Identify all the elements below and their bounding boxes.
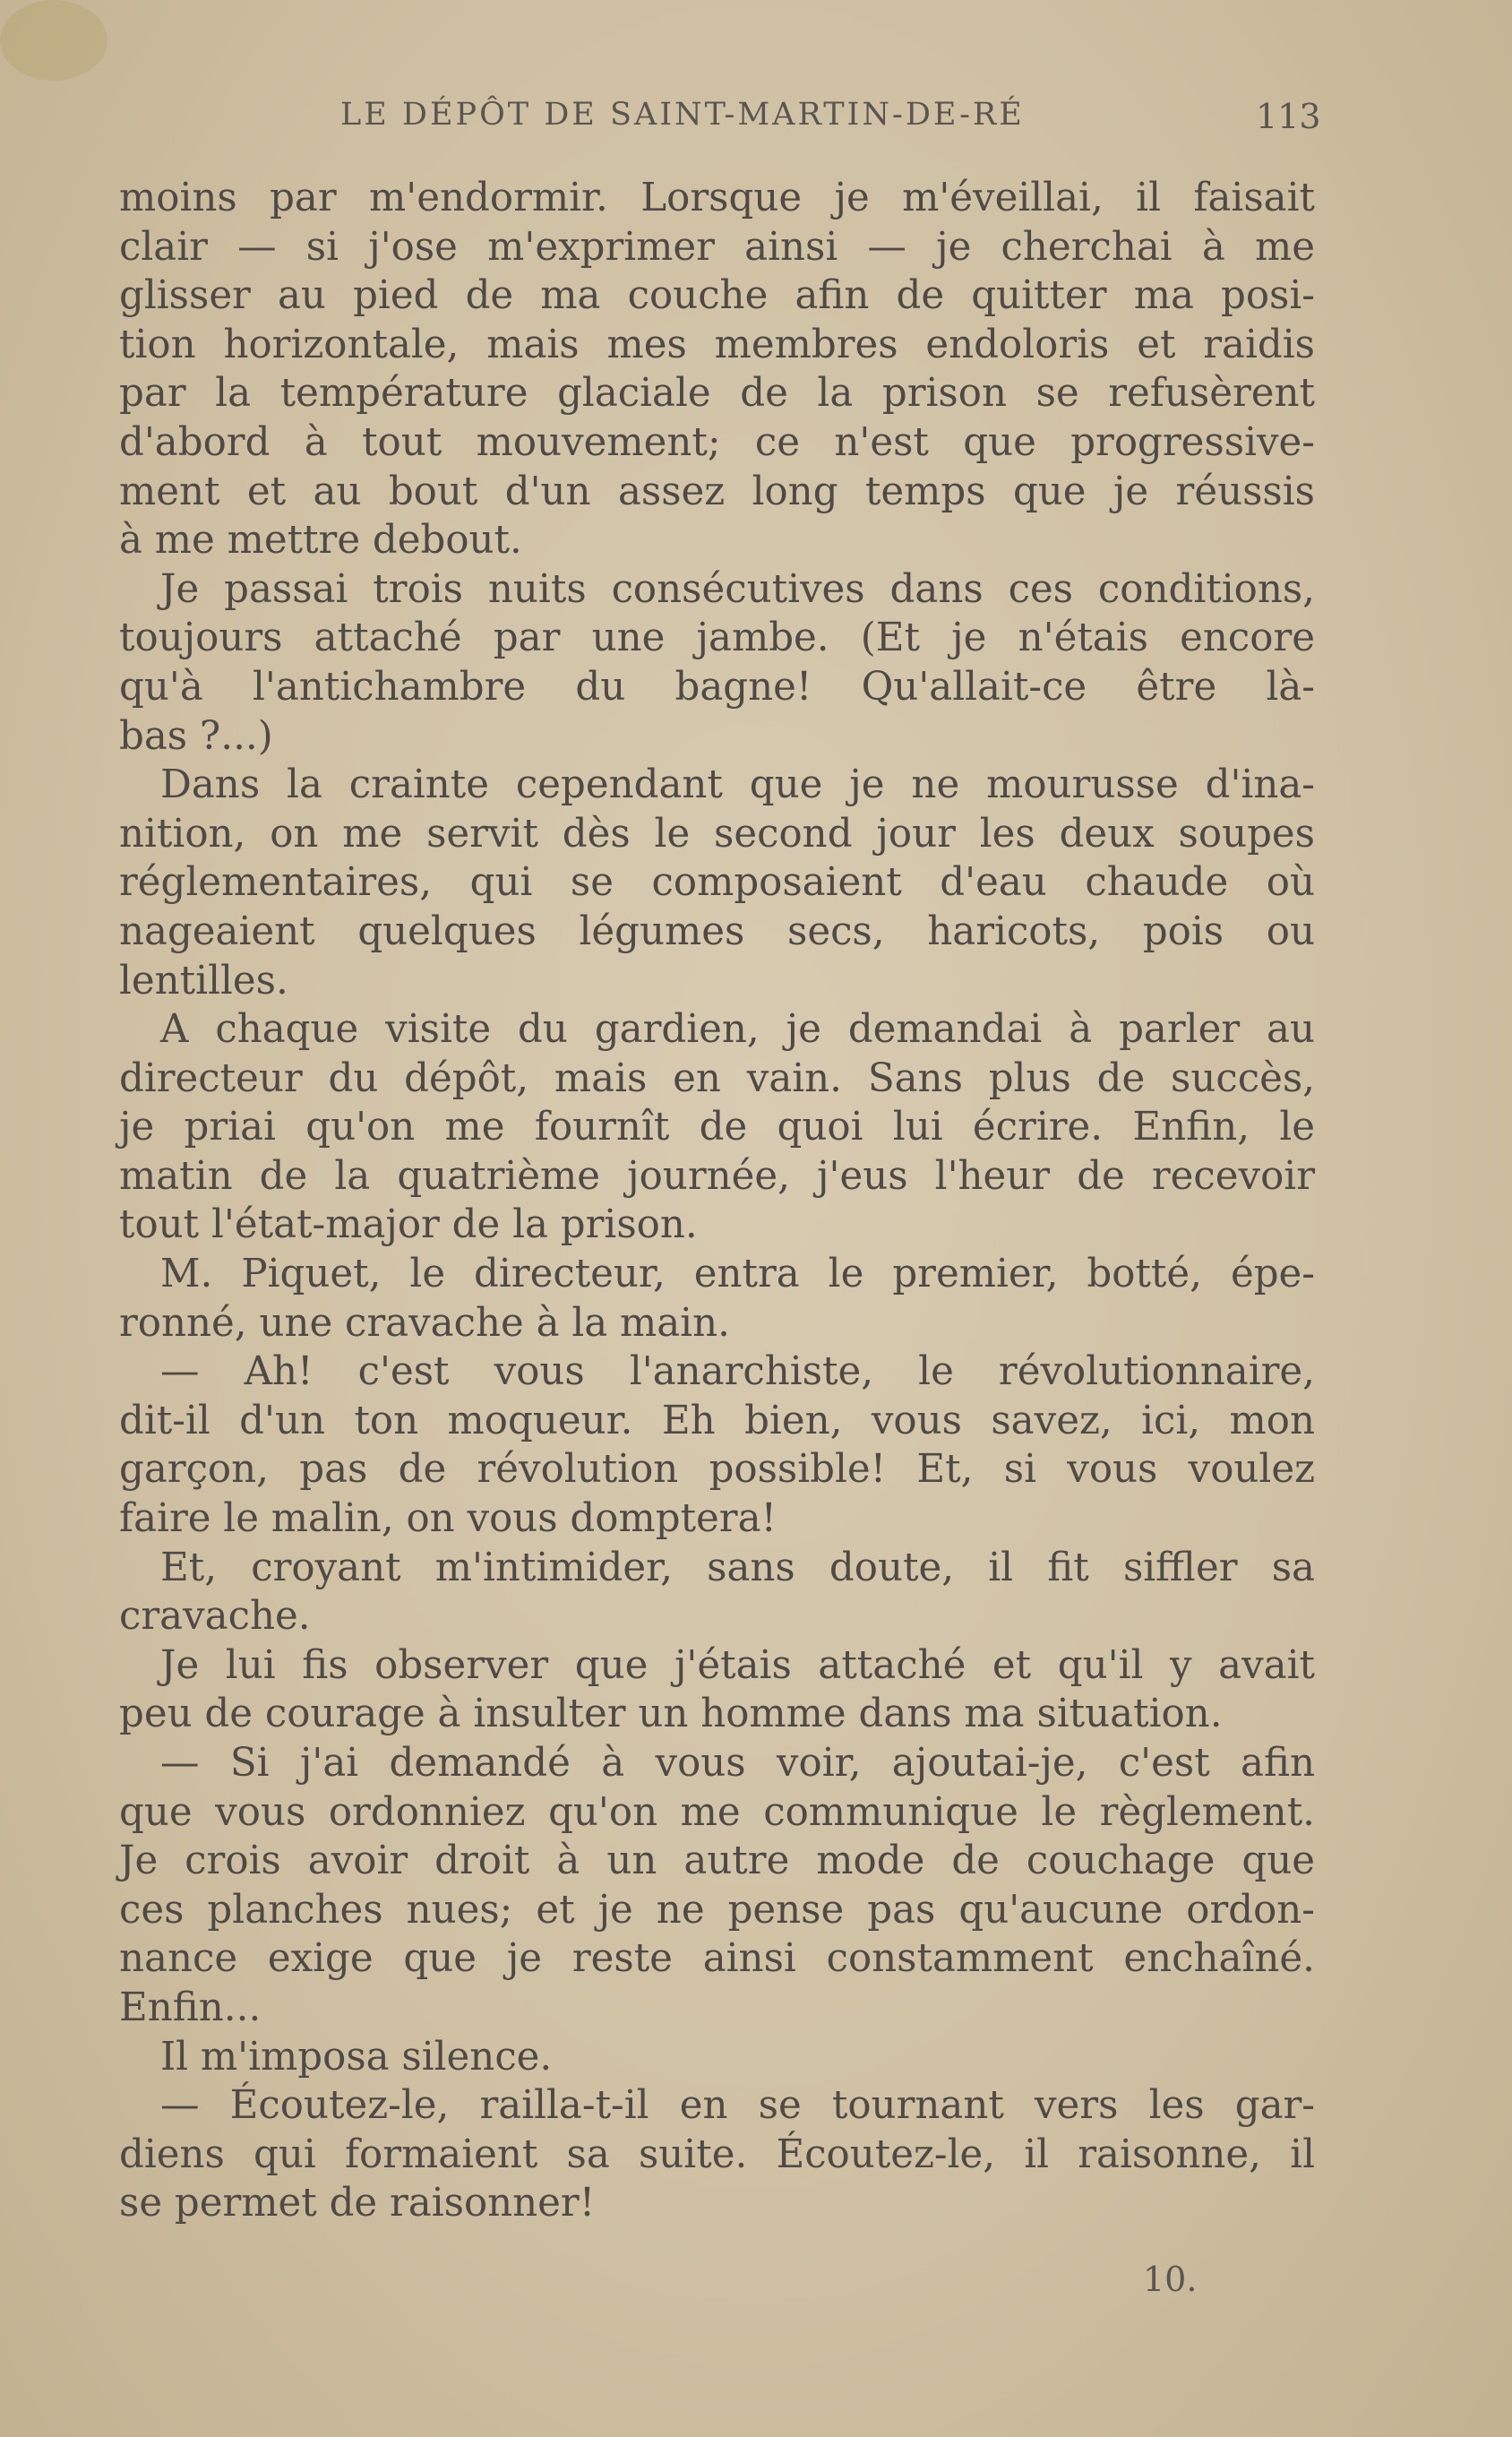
signature-mark: 10. [1143, 2260, 1198, 2299]
text-line: par la température glaciale de la prison se refusèrent [119, 371, 1315, 417]
text-line: Il m'imposa silence. [160, 2034, 553, 2080]
text-line: garçon, pas de révolution possible! Et, si vous voulez [119, 1447, 1315, 1493]
text-line: glisser au pied de ma couche afin de quitter ma posi- [119, 273, 1315, 319]
text-line: tout l'état-major de la prison. [119, 1202, 698, 1248]
text-line: — Si j'ai demandé à vous voir, ajoutai-je, c'est afin [160, 1741, 1315, 1786]
text-line: moins par m'endormir. Lorsque je m'éveillai, il faisait [119, 176, 1315, 220]
text-line: directeur du dépôt, mais en vain. Sans plus de succès, [119, 1055, 1315, 1101]
text-line: réglementaires, qui se composaient d'eau chaude où [119, 860, 1315, 906]
text-line: toujours attaché par une jambe. (Et je n'étais encore [119, 616, 1315, 661]
text-line: se permet de raisonner! [119, 2181, 596, 2226]
text-line: lentilles. [119, 958, 288, 1003]
text-line: nageaient quelques légumes secs, haricots, pois ou [119, 908, 1315, 954]
text-line: Enfin... [119, 1985, 262, 2030]
text-line: faire le malin, on vous domptera! [119, 1496, 777, 1542]
body-text [119, 174, 1315, 2228]
text-line: d'abord à tout mouvement; ce n'est que progressive- [119, 419, 1315, 465]
text-line: — Écoutez-le, railla-t-il en se tournant vers les gar- [160, 2083, 1315, 2129]
text-line: que vous ordonniez qu'on me communique le règlement. [119, 1789, 1315, 1835]
text-line: Et, croyant m'intimider, sans doute, il fit siffler sa [160, 1545, 1315, 1590]
text-line: Je crois avoir droit à un autre mode de couchage que [119, 1839, 1315, 1884]
text-line: peu de courage à insulter un homme dans ma situation. [119, 1692, 1223, 1737]
text-line: nition, on me servit dès le second jour les deux soupes [119, 811, 1315, 857]
text-line: nance exige que je reste ainsi constamment enchaîné. [119, 1936, 1315, 1982]
text-line: tion horizontale, mais mes membres endoloris et raidis [119, 322, 1315, 367]
text-line: ces planches nues; et je ne pense pas qu'aucune ordon- [119, 1887, 1315, 1933]
text-line: cravache. [119, 1594, 311, 1640]
text-line: matin de la quatrième journée, j'eus l'heur de recevoir [119, 1153, 1315, 1199]
text-line: Je lui fis observer que j'étais attaché et qu'il y avait [160, 1642, 1315, 1688]
text-line: A chaque visite du gardien, je demandai à parler au [160, 1007, 1315, 1053]
page-number: 113 [1256, 97, 1321, 136]
text-line: M. Piquet, le directeur, entra le premier, botté, épe- [160, 1252, 1315, 1297]
text-line: Je passai trois nuits consécutives dans ces conditions, [160, 566, 1315, 612]
text-line: à me mettre debout. [119, 518, 522, 564]
text-line: ment et au bout d'un assez long temps que je réussis [119, 469, 1315, 514]
text-line: diens qui formaient sa suite. Écoutez-le, il raisonne, il [119, 2131, 1315, 2177]
paper-stain [0, 0, 107, 81]
text-line: clair — si j'ose m'exprimer ainsi — je cherchai à me [119, 224, 1315, 270]
text-line: — Ah! c'est vous l'anarchiste, le révolutionnaire, [160, 1349, 1315, 1395]
text-line: Dans la crainte cependant que je ne mourusse d'ina- [160, 762, 1315, 808]
text-line: dit-il d'un ton moqueur. Eh bien, vous savez, ici, mon [119, 1398, 1315, 1443]
text-line: ronné, une cravache à la main. [119, 1300, 730, 1346]
text-line: je priai qu'on me fournît de quoi lui écrire. Enfin, le [119, 1105, 1315, 1150]
text-line: bas ?...) [119, 713, 273, 759]
text-line: qu'à l'antichambre du bagne! Qu'allait-ce être là- [119, 664, 1315, 710]
running-title: LE DÉPÔT DE SAINT-MARTIN-DE-RÉ [340, 97, 1025, 133]
